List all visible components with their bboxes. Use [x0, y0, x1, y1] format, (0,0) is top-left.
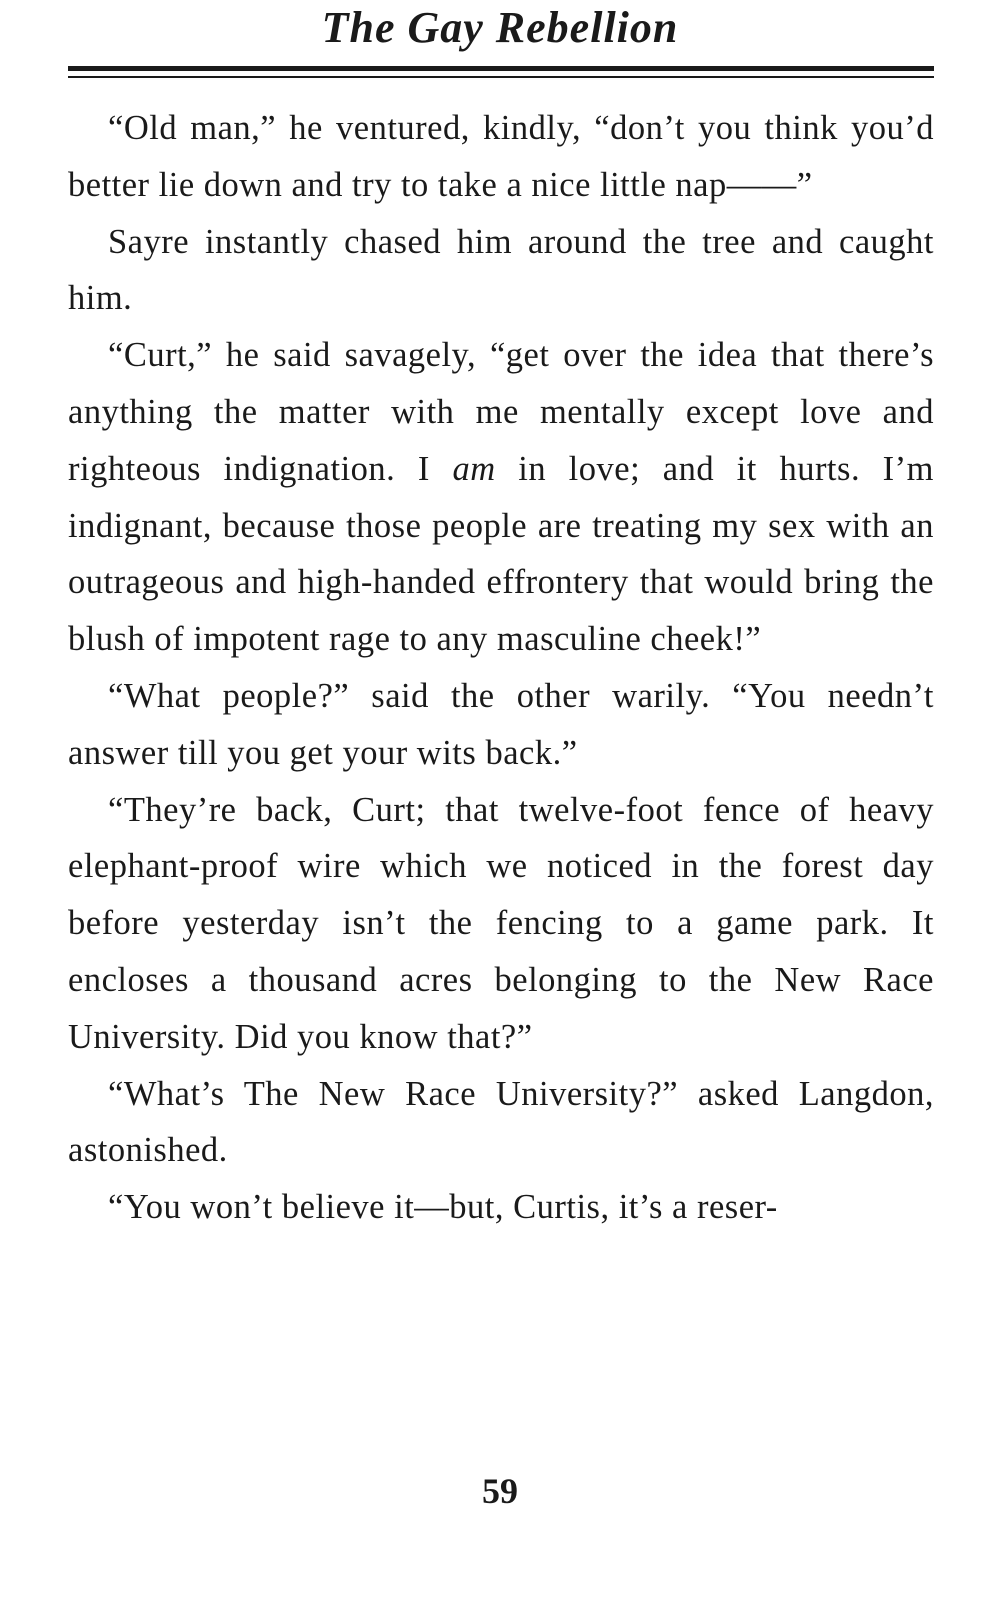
paragraph-3 [68, 327, 934, 668]
header-rule-thick [68, 66, 934, 71]
header-rule-thin [68, 76, 934, 78]
paragraph-6: “What’s The New Race University?” asked Langdon, astonished. [68, 1074, 934, 1170]
paragraph-4: “What people?” said the other warily. “You needn’t answer till you get your wits back.” [68, 676, 934, 772]
running-head-title: The Gay Rebellion [321, 3, 679, 52]
paragraph-2: Sayre instantly chased him around the tree and caught him. [68, 222, 934, 318]
paragraph-5: “They’re back, Curt; that twelve-foot fence of heavy elephant-proof wire which we noticed in the forest day before yesterday isn’t the fencing to a game park. It encloses a thousand acres belonging to the New Race University. Did you know that?” [68, 790, 934, 1056]
paragraph-3-italic: am [452, 449, 496, 488]
paragraph-1: “Old man,” he ventured, kindly, “don’t you think you’d better lie down and try to take a nice little nap——” [68, 109, 934, 204]
paragraph-7: “You won’t believe it—but, Curtis, it’s a reser- [108, 1188, 778, 1227]
paragraph-3-text-after: in love; and it hurts. I’m indignant, because those people are treating my sex with an outrageous and high-handed effrontery that would bring the blush of impotent rage to any masculine cheek!” [68, 449, 934, 659]
paragraph-3-text-before: “Curt,” he said savagely, “get over the idea that there’s anything the matter with me mentally except love and righteous indignation. I [68, 336, 934, 488]
page-number: 59 [482, 1471, 518, 1511]
body-text [68, 100, 934, 1236]
